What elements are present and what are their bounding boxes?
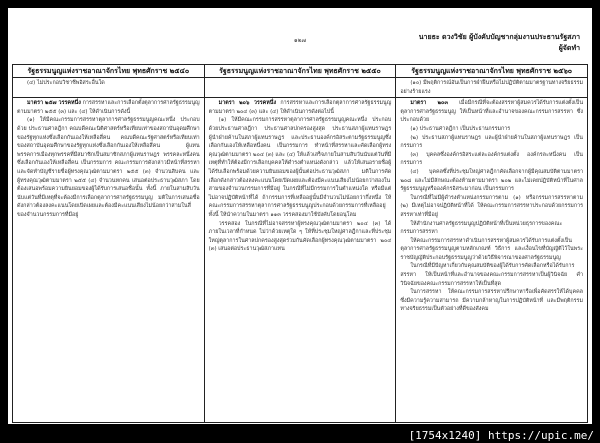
watermark: [1754x1240] https://upic.me/ <box>408 429 594 442</box>
para-text: (๑) ให้มีคณะกรรมการสรรหาตุลาการศาลรัฐธรรมนูญคณะหนึ่ง ประกอบด้วยประธานศาลฎีกา ประธานศาลปกครองสูงสุด ประธานสภาผู้แทนราษฎร ผู้นำฝ่ายค้านในสภาผู้แทนราษฎร และประธานองค์กรอิสระตามรัฐธรรมนูญซึ่งเลือกกันเองให้เหลือหนึ่งคน เป็นกรรมการ ทำหน้าที่สรรหาและคัดเลือกผู้ทรงคุณวุฒิตามมาตรา ๒๐๔ (๓) และ (๔) ให้แล้วเสร็จภายในสามสิบวันนับแต่วันที่มีเหตุที่ทำให้ต้องมีการเลือกบุคคลให้ดำรงตำแหน่งดังกล่าว แล้วให้เสนอรายชื่อผู้ได้รับเลือกพร้อมด้วยความยินยอมของผู้นั้นต่อประธานวุฒิสภา มติในการคัดเลือกดังกล่าวต้องลงคะแนนโดยเปิดเผยและต้องมีคะแนนเสียงไม่น้อยกว่าสองในสามของจำนวนกรรมการที่มีอยู่ ในกรณีที่ไม่มีกรรมการในตำแหน่งใด หรือมีแต่ไม่อาจปฏิบัติหน้าที่ได้ ถ้ากรรมการที่เหลืออยู่นั้นมีจำนวนไม่น้อยกว่ากึ่งหนึ่ง ให้คณะกรรมการสรรหาตุลาการศาลรัฐธรรมนูญประกอบด้วยกรรมการที่เหลืออยู่ ทั้งนี้ ให้นำความในมาตรา ๑๑๓ วรรคสองมาใช้บังคับโดยอนุโลม <box>208 117 392 218</box>
author-line: นายธะ ดวงวิชัย ผู้บังคับบัญชากลุ่มงานประธานรัฐสภา <box>418 33 580 41</box>
table-cell <box>204 98 396 423</box>
section-para <box>209 99 392 116</box>
column-header: รัฐธรรมนูญแห่งราชอาณาจักรไทย พุทธศักราช ๒๕๕๐ <box>204 65 396 78</box>
table-cell <box>204 78 396 98</box>
table-cell <box>396 78 588 98</box>
para-text: การสรรหาและการเลือกตุลาการศาลรัฐธรรมนูญตามมาตรา ๒๐๔ (๓) และ (๔) ให้ดำเนินการดังต่อไปนี้ <box>208 100 392 115</box>
cell-text: (๔) ไม่ประกอบวิชาชีพอิสระอื่นใด <box>27 80 105 86</box>
column-header: รัฐธรรมนูญแห่งราชอาณาจักรไทย พุทธศักราช ๒๕๔๐ <box>13 65 205 78</box>
table-row <box>13 78 588 98</box>
para-text: ให้คณะกรรมการสรรหาดำเนินการสรรหาผู้สมควรได้รับการแต่งตั้งเป็นตุลาการศาลรัฐธรรมนูญตามหลักเกณฑ์ วิธีการ และเงื่อนไขที่บัญญัติไว้ในพระราชบัญญัติประกอบรัฐธรรมนูญว่าด้วยวิธีพิจารณาของศาลรัฐธรรมนูญ <box>400 237 583 261</box>
section-para <box>17 99 200 116</box>
para-text: เมื่อมีกรณีที่จะต้องสรรหาผู้สมควรได้รับการแต่งตั้งเป็นตุลาการศาลรัฐธรรมนูญ ให้เป็นหน้าที่และอำนาจของคณะกรรมการสรรหา ซึ่งประกอบด้วย <box>400 100 583 124</box>
page-number: ๑๒๗ <box>293 37 307 44</box>
document-page <box>8 8 592 424</box>
para-text: ในกรณีที่มีปัญหาเกี่ยวกับคุณสมบัติของผู้ได้รับการคัดเลือกหรือได้รับการสรรหา ให้เป็นหน้าที่และอำนาจของคณะกรรมการสรรหาเป็นผู้วินิจฉัย คำวินิจฉัยของคณะกรรมการสรรหาให้เป็นที่สุด <box>400 263 583 287</box>
para-text: ให้สำนักงานศาลรัฐธรรมนูญปฏิบัติหน้าที่เป็นหน่วยธุรการของคณะกรรมการสรรหา <box>400 220 563 236</box>
table-header-row <box>13 65 588 78</box>
section-heading: มาตรา ๒๐๓ <box>410 100 449 107</box>
table-cell <box>396 98 588 423</box>
section-heading: มาตรา ๒๕๗ วรรคหนึ่ง <box>27 100 81 107</box>
para-text: การสรรหาและการเลือกตั้งตุลาการศาลรัฐธรรมนูญตามมาตรา ๒๕๕ (๓) และ (๔) ให้ดำเนินการดังนี้ <box>17 100 200 115</box>
section-heading: มาตรา ๒๐๖ วรรคหนึ่ง <box>218 100 277 107</box>
para-text: (๒) ประธานสภาผู้แทนราษฎร และผู้นำฝ่ายค้านในสภาผู้แทนราษฎร เป็นกรรมการ <box>400 134 583 150</box>
para-text: ในการสรรหา ให้คณะกรรมการสรรหาปรึกษาหารือเพื่อคัดสรรให้ได้บุคคลซึ่งมีความรู้ความสามารถ มีความกล้าหาญในการปฏิบัติหน้าที่ และมีพฤติกรรมทางจริยธรรมเป็นตัวอย่างที่ดีของสังคม <box>400 289 583 313</box>
para-text: (๑) ให้มีคณะกรรมการสรรหาตุลาการศาลรัฐธรรมนูญคณะหนึ่ง ประกอบด้วย ประธานศาลฎีกา คณบดีคณะนิติศาสตร์หรือเทียบเท่าของสถาบันอุดมศึกษาของรัฐทุกแห่งซึ่งเลือกกันเองให้เหลือสี่คน คณบดีคณะรัฐศาสตร์หรือเทียบเท่าของสถาบันอุดมศึกษาของรัฐทุกแห่งซึ่งเลือกกันเองให้เหลือสี่คน ผู้แทนพรรคการเมืองทุกพรรคที่มีสมาชิกเป็นสมาชิกสภาผู้แทนราษฎร พรรคละหนึ่งคน ซึ่งเลือกกันเองให้เหลือสี่คน เป็นกรรมการ คณะกรรมการดังกล่าวมีหน้าที่สรรหาและจัดทำบัญชีรายชื่อผู้ทรงคุณวุฒิตามมาตรา ๒๕๕ (๓) จำนวนสิบคน และผู้ทรงคุณวุฒิตามมาตรา ๒๕๕ (๔) จำนวนหกคน เสนอต่อประธานวุฒิสภา โดยต้องเสนอพร้อมความยินยอมของผู้ได้รับการเสนอชื่อนั้น ทั้งนี้ ภายในสามสิบวันนับแต่วันที่มีเหตุที่จะต้องมีการเลือกตุลาการศาลรัฐธรรมนูญ มติในการเสนอชื่อดังกล่าวต้องลงคะแนนโดยเปิดเผยและต้องมีคะแนนเสียงไม่น้อยกว่าสามในสี่ของจำนวนกรรมการที่มีอยู่ <box>17 117 200 218</box>
section-para <box>400 99 583 125</box>
table-cell <box>13 98 205 423</box>
comparison-table <box>12 64 588 423</box>
column-header: รัฐธรรมนูญแห่งราชอาณาจักรไทย พุทธศักราช ๒๕๖๐ <box>396 65 588 78</box>
author-role: ผู้จัดทำ <box>558 44 580 52</box>
para-text: (๔) บุคคลซึ่งที่ประชุมใหญ่ศาลฎีกาคัดเลือกจากผู้มีคุณสมบัติตามมาตรา ๒๐๘ และไม่มีลักษณะต้องห้ามตามมาตรา ๒๐๒ และไม่เคยปฏิบัติหน้าที่ในศาลรัฐธรรมนูญหรือองค์กรอิสระมาก่อน เป็นกรรมการ <box>400 168 583 193</box>
para-text: วรรคสอง ในกรณีที่ไม่อาจสรรหาผู้ทรงคุณวุฒิตามมาตรา ๒๐๔ (๓) ได้ภายในเวลาที่กำหนด ไม่ว่าด้วยเหตุใด ๆ ให้ที่ประชุมใหญ่ศาลฎีกาและที่ประชุมใหญ่ตุลาการในศาลปกครองสูงสุดร่วมกันคัดเลือกผู้ทรงคุณวุฒิตามมาตรา ๒๐๔ (๓) เสนอต่อประธานวุฒิสภาแทน <box>208 220 392 253</box>
cell-text: (๑๐) มีพฤติการณ์อันเป็นการฝ่าฝืนหรือไม่ปฏิบัติตามมาตรฐานทางจริยธรรมอย่างร้ายแรง <box>400 80 583 95</box>
para-text: ในกรณีที่ไม่มีผู้ดำรงตำแหน่งกรรมการตาม (๑) หรือกรรมการสรรหาตาม (๒) มีเหตุไม่อาจปฏิบัติหน้าที่ได้ ให้คณะกรรมการสรรหาประกอบด้วยกรรมการสรรหาเท่าที่มีอยู่ <box>400 194 583 218</box>
author-note <box>419 32 580 54</box>
table-row <box>13 98 588 423</box>
table-cell <box>13 78 205 98</box>
para-text: (๑) ประธานศาลฎีกา เป็นประธานกรรมการ <box>410 125 511 132</box>
para-text: (๓) บุคคลซึ่งองค์กรอิสระแต่ละองค์กรแต่งตั้ง องค์กรละหนึ่งคน เป็นกรรมการ <box>400 151 583 167</box>
